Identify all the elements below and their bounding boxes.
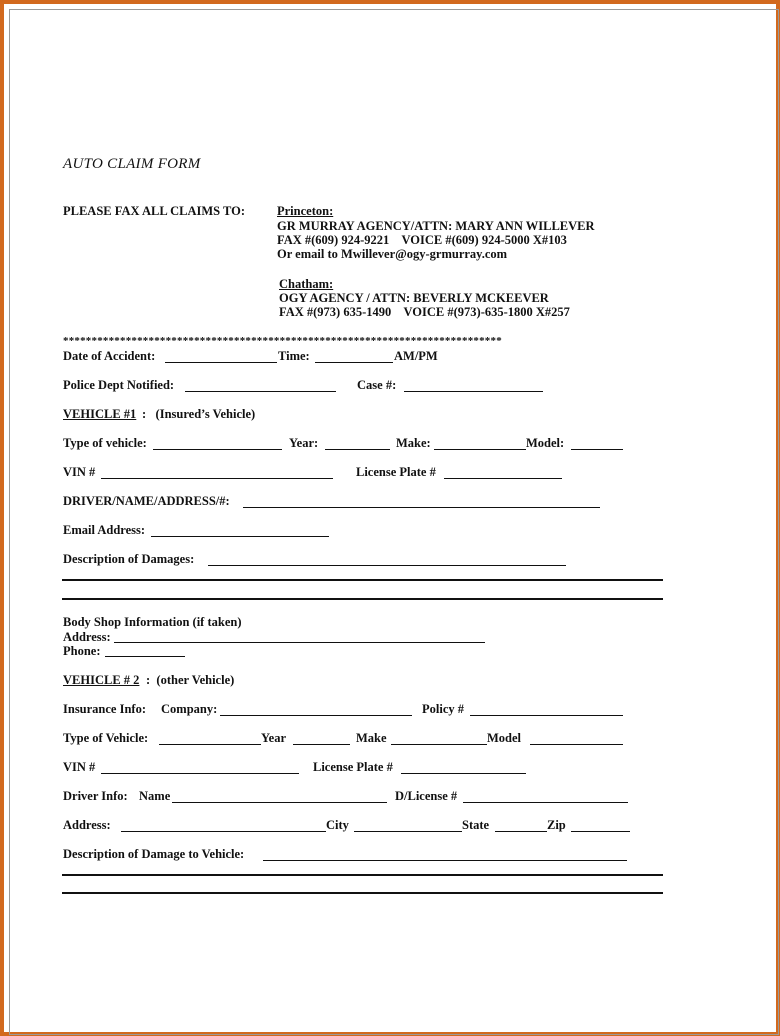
year-label: Year: bbox=[289, 436, 319, 450]
company-label: Company: bbox=[161, 702, 218, 716]
damage-vehicle-extra-line-1[interactable] bbox=[62, 874, 663, 876]
body-shop-heading: Body Shop Information (if taken) bbox=[63, 615, 242, 629]
fax-label: PLEASE FAX ALL CLAIMS TO: bbox=[63, 204, 245, 218]
company-field[interactable] bbox=[220, 715, 412, 716]
description-of-damages-field[interactable] bbox=[208, 565, 566, 566]
vehicle2-heading: VEHICLE # 2 bbox=[63, 673, 140, 687]
princeton-agency: GR MURRAY AGENCY/ATTN: MARY ANN WILLEVER bbox=[277, 219, 595, 233]
year2-label: Year bbox=[261, 731, 286, 745]
policy-field[interactable] bbox=[470, 715, 623, 716]
d-license-label: D/License # bbox=[395, 789, 458, 803]
type-of-vehicle-field[interactable] bbox=[153, 449, 282, 450]
time-label: Time: bbox=[278, 349, 310, 363]
damages-extra-line-2[interactable] bbox=[62, 598, 663, 600]
policy-label: Policy # bbox=[422, 702, 465, 716]
city-label: City bbox=[326, 818, 349, 832]
body-shop-address-field[interactable] bbox=[114, 642, 485, 643]
vin2-field[interactable] bbox=[101, 773, 299, 774]
license-plate2-label: License Plate # bbox=[313, 760, 393, 774]
description-damage-vehicle-field[interactable] bbox=[263, 860, 627, 861]
chatham-fax-voice: FAX #(973) 635-1490 VOICE #(973)-635-1800 X#257 bbox=[279, 305, 570, 319]
vehicle1-heading: VEHICLE #1 bbox=[63, 407, 137, 421]
damages-extra-line-1[interactable] bbox=[62, 579, 663, 581]
chatham-heading: Chatham: bbox=[279, 277, 334, 291]
body-shop-phone-label: Phone: bbox=[63, 644, 101, 658]
model2-field[interactable] bbox=[530, 744, 623, 745]
vin-label: VIN # bbox=[63, 465, 96, 479]
make2-field[interactable] bbox=[391, 744, 487, 745]
license-plate2-field[interactable] bbox=[401, 773, 526, 774]
type-of-vehicle2-label: Type of Vehicle: bbox=[63, 731, 149, 745]
time-field[interactable] bbox=[315, 362, 393, 363]
year-field[interactable] bbox=[325, 449, 390, 450]
city-field[interactable] bbox=[354, 831, 462, 832]
princeton-heading: Princeton: bbox=[277, 204, 334, 218]
vin2-label: VIN # bbox=[63, 760, 96, 774]
make2-label: Make bbox=[356, 731, 387, 745]
insurance-info-label: Insurance Info: bbox=[63, 702, 146, 716]
vin-field[interactable] bbox=[101, 478, 333, 479]
vehicle2-subheading: : (other Vehicle) bbox=[146, 673, 235, 687]
driver-info-label: Driver Info: bbox=[63, 789, 128, 803]
type-of-vehicle2-field[interactable] bbox=[159, 744, 261, 745]
damage-vehicle-extra-line-2[interactable] bbox=[62, 892, 663, 894]
date-of-accident-label: Date of Accident: bbox=[63, 349, 156, 363]
make-label: Make: bbox=[396, 436, 431, 450]
separator-line: ***************************************************************************** bbox=[63, 335, 502, 347]
model2-label: Model bbox=[487, 731, 522, 745]
zip-label: Zip bbox=[547, 818, 566, 832]
address2-field[interactable] bbox=[121, 831, 326, 832]
model-label: Model: bbox=[526, 436, 565, 450]
body-shop-address-label: Address: bbox=[63, 630, 111, 644]
vehicle1-subheading: : (Insured’s Vehicle) bbox=[142, 407, 256, 421]
state-label: State bbox=[462, 818, 490, 832]
description-of-damages-label: Description of Damages: bbox=[63, 552, 195, 566]
police-dept-label: Police Dept Notified: bbox=[63, 378, 175, 392]
email-address-field[interactable] bbox=[151, 536, 329, 537]
zip-field[interactable] bbox=[571, 831, 630, 832]
princeton-fax-voice: FAX #(609) 924-9221 VOICE #(609) 924-5000 X#103 bbox=[277, 233, 567, 247]
name-label: Name bbox=[139, 789, 171, 803]
am-pm-label: AM/PM bbox=[394, 349, 438, 363]
state-field[interactable] bbox=[495, 831, 547, 832]
driver-name-address-label: DRIVER/NAME/ADDRESS/#: bbox=[63, 494, 230, 508]
body-shop-phone-field[interactable] bbox=[105, 656, 185, 657]
year2-field[interactable] bbox=[293, 744, 350, 745]
case-label: Case #: bbox=[357, 378, 397, 392]
make-field[interactable] bbox=[434, 449, 526, 450]
police-dept-field[interactable] bbox=[185, 391, 336, 392]
driver-name-address-field[interactable] bbox=[243, 507, 600, 508]
email-address-label: Email Address: bbox=[63, 523, 146, 537]
driver-name-field[interactable] bbox=[172, 802, 387, 803]
license-plate-label: License Plate # bbox=[356, 465, 436, 479]
address2-label: Address: bbox=[63, 818, 111, 832]
license-plate-field[interactable] bbox=[444, 478, 562, 479]
description-damage-vehicle-label: Description of Damage to Vehicle: bbox=[63, 847, 245, 861]
d-license-field[interactable] bbox=[463, 802, 628, 803]
type-of-vehicle-label: Type of vehicle: bbox=[63, 436, 147, 450]
date-of-accident-field[interactable] bbox=[165, 362, 277, 363]
chatham-agency: OGY AGENCY / ATTN: BEVERLY MCKEEVER bbox=[279, 291, 549, 305]
princeton-email: Or email to Mwillever@ogy-grmurray.com bbox=[277, 247, 508, 261]
form-title: AUTO CLAIM FORM bbox=[63, 156, 201, 172]
model-field[interactable] bbox=[571, 449, 623, 450]
case-field[interactable] bbox=[404, 391, 543, 392]
